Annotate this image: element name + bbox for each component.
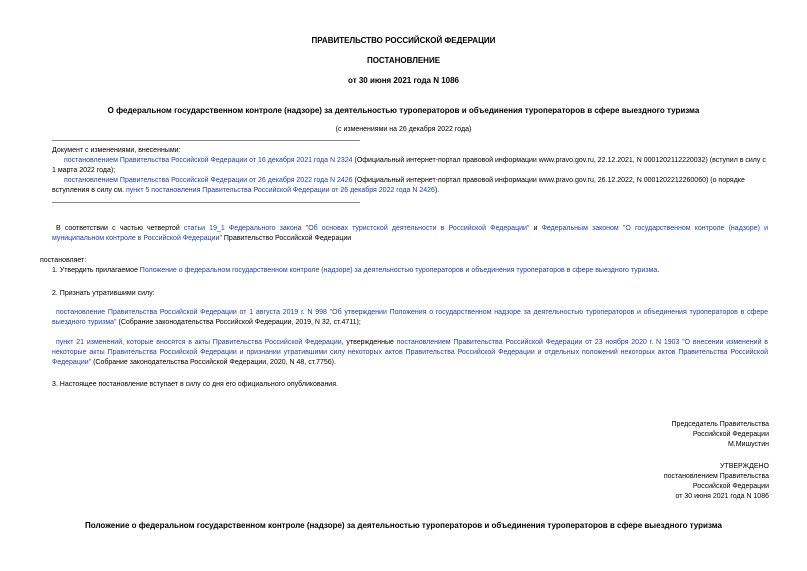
repealed-act-1-link[interactable]: постановление Правительства Российской Федерации от 1 августа 2019 г. N 998 "Об утверждении Положения о государственном надзоре за деятельностью туроператоров и объединения туроператоров в сфере выездного туризма" (52, 309, 768, 326)
item-1-text: 1. Утвердить прилагаемое (52, 267, 140, 274)
approval-by: постановлением Правительства (663, 473, 769, 480)
repealed-act-2 (52, 338, 768, 368)
changes-block (52, 146, 768, 196)
government-heading: ПРАВИТЕЛЬСТВО РОССИЙСКОЙ ФЕДЕРАЦИИ (311, 36, 496, 45)
decides-label: постановляет: (40, 257, 87, 264)
approval-block (549, 462, 769, 502)
changes-bottom-divider (52, 202, 360, 203)
regulation-link[interactable]: Положение о федеральном государственном контроле (надзоре) за деятельностью туроператоров и объединения туроператоров в сфере выездного туризма (139, 267, 658, 274)
item-1 (52, 266, 768, 276)
change-2-text: (Официальный интернет-портал правовой информации www.pravo.gov.ru, 26.12.2022, N 0001202212260060) (о порядке вступления в силу см. (52, 177, 745, 194)
change-2-end: ). (434, 187, 440, 194)
approval-org: Российской Федерации (692, 483, 769, 490)
repealed-act-1 (52, 308, 768, 328)
preamble-text-c: Правительство Российской Федерации (221, 235, 352, 242)
federal-law-link[interactable]: Федеральным законом "О государственном контроле (надзоре) и муниципальном контроле в Российской Федерации" (52, 225, 768, 242)
revision-note: (с изменениями на 26 декабря 2022 года) (335, 126, 472, 133)
repealed-act-2-link-a[interactable]: пункт 21 изменений, которые вносятся в акты Правительства Российской Федерации (56, 339, 342, 346)
signature-name: М.Мишустин (727, 441, 769, 448)
preamble-paragraph (52, 224, 768, 244)
signature-org: Российской Федерации (692, 431, 769, 438)
signature-block (549, 420, 769, 450)
preamble-text-b: и (529, 225, 542, 232)
change-item-1 (52, 156, 768, 176)
change-2-effective-link[interactable]: пункт 5 постановления Правительства Российской Федерации от 26 декабря 2022 года N 2426 (126, 187, 435, 194)
item-3: 3. Настоящее постановление вступает в силу со дня его официального опубликования. (52, 381, 338, 388)
change-1-link[interactable]: постановлением Правительства Российской Федерации от 16 декабря 2021 года N 2324 (64, 157, 353, 164)
repealed-act-2-text-a: , утвержденные (341, 339, 397, 346)
repealed-act-2-link-b[interactable]: постановлением Правительства Российской Федерации от 23 ноября 2020 г. N 1903 "О внесении изменений в некоторые акты Правительства Российской Федерации и признании утратившими силу некоторых актов Правительства Российской Федерации и отдельных положений некоторых актов Правительства Российской Федерации" (52, 339, 768, 366)
item-1-end: . (657, 267, 660, 274)
change-1-text: (Официальный интернет-портал правовой информации www.pravo.gov.ru, 22.12.2021, N 0001202112220032) (вступил в силу с 1 марта 2022 года); (52, 157, 766, 174)
preamble-text-a: В соответствии с частью четвертой (56, 225, 184, 232)
change-2-link[interactable]: постановлением Правительства Российской Федерации от 26 декабря 2022 года N 2426 (64, 177, 353, 184)
item-2: 2. Признать утратившими силу: (52, 290, 155, 297)
repealed-act-1-text: (Собрание законодательства Российской Федерации, 2019, N 32, ст.4711); (116, 319, 361, 326)
repealed-act-2-text-b: (Собрание законодательства Российской Федерации, 2020, N 48, ст.7756). (91, 359, 336, 366)
changes-top-divider (52, 140, 360, 141)
signature-position: Председатель Правительства (671, 421, 769, 428)
document-type: ПОСТАНОВЛЕНИЕ (366, 56, 441, 65)
change-item-2 (52, 176, 768, 196)
approval-date: от 30 июня 2021 года N 1086 (675, 493, 769, 500)
regulation-title: Положение о федеральном государственном контроле (надзоре) за деятельностью туроператоров и объединения туроператоров в сфере выездного туризма (85, 521, 722, 530)
document-date-number: от 30 июня 2021 года N 1086 (348, 76, 459, 85)
changes-intro: Документ с изменениями, внесенными: (52, 147, 181, 154)
approval-label: УТВЕРЖДЕНО (719, 463, 769, 470)
document-title: О федеральном государственном контроле (надзоре) за деятельностью туроператоров и объединения туроператоров в сфере выездного туризма (107, 106, 700, 115)
law-article-link[interactable]: статьи 19_1 Федерального закона "Об основах туристской деятельности в Российской Федерации" (183, 225, 530, 232)
